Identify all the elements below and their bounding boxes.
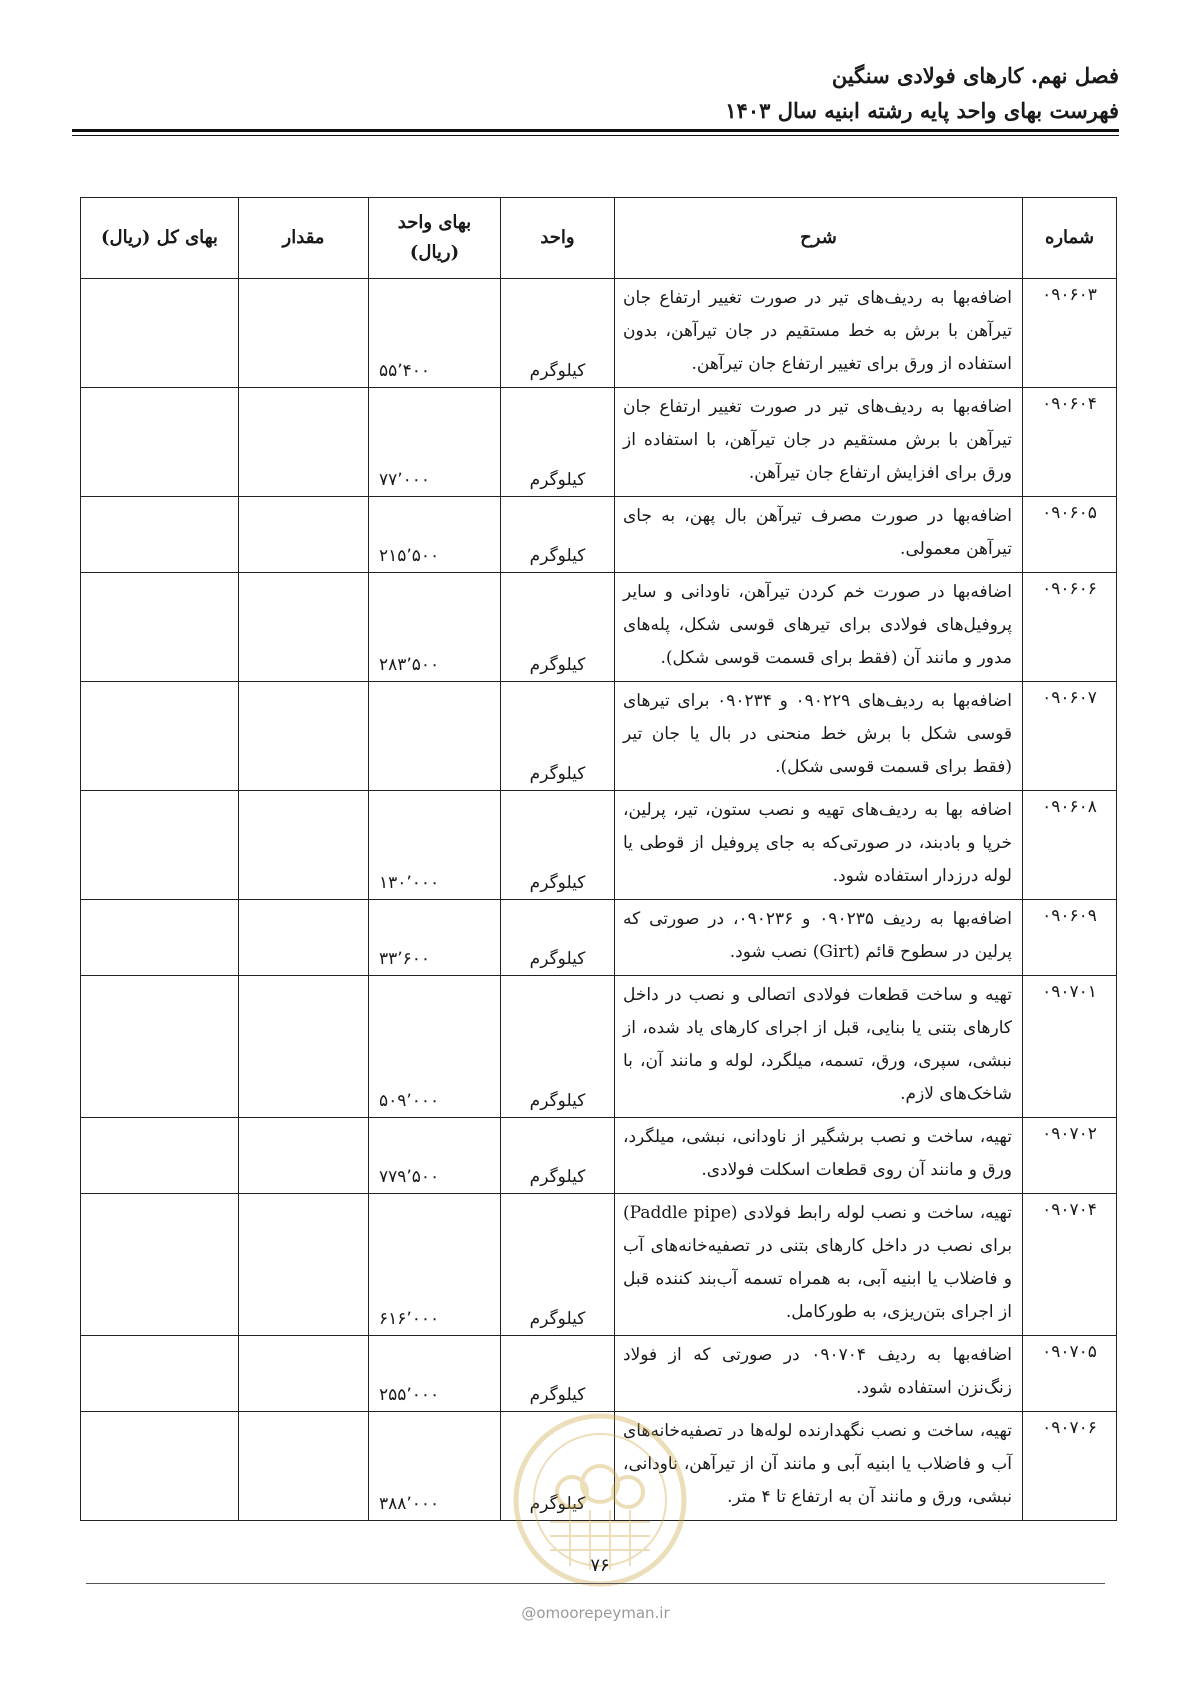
row-unit: کیلوگرم xyxy=(501,1336,615,1412)
row-unit: کیلوگرم xyxy=(501,1194,615,1336)
row-unit: کیلوگرم xyxy=(501,976,615,1118)
row-unit-price: ۷۷۹٬۵۰۰ xyxy=(369,1118,501,1194)
row-number: ۰۹۰۶۰۴ xyxy=(1023,388,1117,497)
row-unit: کیلوگرم xyxy=(501,573,615,682)
row-quantity xyxy=(239,388,369,497)
table-row xyxy=(81,682,1117,791)
chapter-title: فصل نهم. کارهای فولادی سنگین xyxy=(831,63,1119,88)
table-row xyxy=(81,279,1117,388)
row-description: تهیه، ساخت و نصب لوله رابط فولادی (Paddle pipe) برای نصب در داخل کارهای بتنی در تصفیه‌خانه‌های آب و فاضلاب یا ابنیه آبی، به همراه تسمه آب‌بند کننده قبل از اجرای بتن‌ریزی، به طورکامل. xyxy=(615,1194,1023,1336)
row-number: ۰۹۰۷۰۶ xyxy=(1023,1412,1117,1521)
row-quantity xyxy=(239,1194,369,1336)
table-row xyxy=(81,900,1117,976)
table-row xyxy=(81,1412,1117,1521)
row-total xyxy=(81,388,239,497)
row-unit: کیلوگرم xyxy=(501,682,615,791)
header-unit-price-currency: (ریال) xyxy=(409,242,460,263)
watermark-text: @omoorepeyman.ir xyxy=(521,1604,670,1622)
row-total xyxy=(81,279,239,388)
row-quantity xyxy=(239,976,369,1118)
row-unit-price: ۳۳٬۶۰۰ xyxy=(369,900,501,976)
row-description: اضافه‌بها به ردیف‌های ۰۹۰۲۲۹ و ۰۹۰۲۳۴ برای تیرهای قوسی شکل با برش خط منحنی در بال یا جان تیر (فقط برای قسمت قوسی شکل). xyxy=(615,682,1023,791)
footer-rule xyxy=(86,1583,1105,1584)
row-total xyxy=(81,497,239,573)
row-total xyxy=(81,1118,239,1194)
row-unit-price: ۵۰۹٬۰۰۰ xyxy=(369,976,501,1118)
row-total xyxy=(81,791,239,900)
table-row xyxy=(81,497,1117,573)
row-number: ۰۹۰۶۰۸ xyxy=(1023,791,1117,900)
row-description: اضافه‌بها به ردیف‌های تیر در صورت تغییر ارتفاع جان تیرآهن با برش به خط مستقیم در جان تیرآهن، بدون استفاده از ورق برای تغییر ارتفاع جان تیرآهن. xyxy=(615,279,1023,388)
row-unit-price: ۶۱۶٬۰۰۰ xyxy=(369,1194,501,1336)
table-row xyxy=(81,388,1117,497)
table-row xyxy=(81,573,1117,682)
row-unit: کیلوگرم xyxy=(501,1118,615,1194)
row-quantity xyxy=(239,573,369,682)
row-quantity xyxy=(239,682,369,791)
row-quantity xyxy=(239,791,369,900)
row-total xyxy=(81,1412,239,1521)
header-rule-thick xyxy=(72,129,1119,132)
table-row xyxy=(81,1336,1117,1412)
header-unit-price-label: بهای واحد xyxy=(397,212,472,233)
header-quantity: مقدار xyxy=(239,198,369,279)
header-unit: واحد xyxy=(501,198,615,279)
table-row xyxy=(81,791,1117,900)
page-header xyxy=(725,58,1119,128)
row-total xyxy=(81,976,239,1118)
row-description: اضافه‌بها در صورت خم کردن تیرآهن، ناودانی و سایر پروفیل‌های فولادی برای تیرهای قوسی شکل، پله‌های مدور و مانند آن (فقط برای قسمت قوسی شکل). xyxy=(615,573,1023,682)
table-header-row xyxy=(81,198,1117,279)
row-number: ۰۹۰۶۰۷ xyxy=(1023,682,1117,791)
row-description: تهیه، ساخت و نصب نگهدارنده لوله‌ها در تصفیه‌خانه‌های آب و فاضلاب یا ابنیه آبی و مانند آن از تیرآهن، ناودانی، نبشی، ورق و مانند آن به ارتفاع تا ۴ متر. xyxy=(615,1412,1023,1521)
table-row xyxy=(81,1194,1117,1336)
row-unit-price: ۵۵٬۴۰۰ xyxy=(369,279,501,388)
row-unit-price: ۳۸۸٬۰۰۰ xyxy=(369,1412,501,1521)
row-unit-price: ۷۷٬۰۰۰ xyxy=(369,388,501,497)
header-description: شرح xyxy=(615,198,1023,279)
row-number: ۰۹۰۷۰۵ xyxy=(1023,1336,1117,1412)
row-total xyxy=(81,573,239,682)
table-row xyxy=(81,976,1117,1118)
row-description: اضافه‌بها به ردیف‌های تیر در صورت تغییر ارتفاع جان تیرآهن با برش مستقیم در جان تیرآهن، با استفاده از ورق برای افزایش ارتفاع جان تیرآهن. xyxy=(615,388,1023,497)
row-description: اضافه بها به ردیف‌های تهیه و نصب ستون، تیر، پرلین، خرپا و بادبند، در صورتی‌که به جای پروفیل از قوطی یا لوله درزدار استفاده شود. xyxy=(615,791,1023,900)
row-description: اضافه‌بها به ردیف ۰۹۰۷۰۴ در صورتی که از فولاد زنگ‌نزن استفاده شود. xyxy=(615,1336,1023,1412)
row-number: ۰۹۰۶۰۶ xyxy=(1023,573,1117,682)
header-number: شماره xyxy=(1023,198,1117,279)
row-unit-price xyxy=(369,682,501,791)
price-table xyxy=(80,197,1117,1521)
row-number: ۰۹۰۶۰۵ xyxy=(1023,497,1117,573)
row-unit: کیلوگرم xyxy=(501,1412,615,1521)
row-number: ۰۹۰۶۰۹ xyxy=(1023,900,1117,976)
row-unit: کیلوگرم xyxy=(501,900,615,976)
row-number: ۰۹۰۷۰۴ xyxy=(1023,1194,1117,1336)
price-list-title: فهرست بهای واحد پایه رشته ابنیه سال ۱۴۰۳ xyxy=(725,98,1119,123)
row-quantity xyxy=(239,279,369,388)
row-quantity xyxy=(239,1412,369,1521)
header-total: بهای کل (ریال) xyxy=(81,198,239,279)
row-description: اضافه‌بها در صورت مصرف تیرآهن بال پهن، به جای تیرآهن معمولی. xyxy=(615,497,1023,573)
row-number: ۰۹۰۶۰۳ xyxy=(1023,279,1117,388)
row-description: اضافه‌بها به ردیف ۰۹۰۲۳۵ و ۰۹۰۲۳۶، در صورتی که پرلین در سطوح قائم (Girt) نصب شود. xyxy=(615,900,1023,976)
table-row xyxy=(81,1118,1117,1194)
header-rule-thin xyxy=(72,135,1119,136)
row-total xyxy=(81,1336,239,1412)
row-quantity xyxy=(239,900,369,976)
row-number: ۰۹۰۷۰۱ xyxy=(1023,976,1117,1118)
page-number: ۷۶ xyxy=(590,1555,610,1576)
row-unit-price: ۲۵۵٬۰۰۰ xyxy=(369,1336,501,1412)
row-quantity xyxy=(239,497,369,573)
row-number: ۰۹۰۷۰۲ xyxy=(1023,1118,1117,1194)
row-unit: کیلوگرم xyxy=(501,388,615,497)
row-total xyxy=(81,1194,239,1336)
row-unit-price: ۲۱۵٬۵۰۰ xyxy=(369,497,501,573)
row-unit: کیلوگرم xyxy=(501,791,615,900)
row-unit-price: ۱۳۰٬۰۰۰ xyxy=(369,791,501,900)
row-unit-price: ۲۸۳٬۵۰۰ xyxy=(369,573,501,682)
row-quantity xyxy=(239,1336,369,1412)
row-unit: کیلوگرم xyxy=(501,497,615,573)
row-quantity xyxy=(239,1118,369,1194)
row-total xyxy=(81,682,239,791)
row-total xyxy=(81,900,239,976)
row-description: تهیه و ساخت قطعات فولادی اتصالی و نصب در داخل کارهای بتنی یا بنایی، قبل از اجرای کارهای یاد شده، از نبشی، سپری، ورق، تسمه، میلگرد، لوله و مانند آن، با شاخک‌های لازم. xyxy=(615,976,1023,1118)
row-description: تهیه، ساخت و نصب برشگیر از ناودانی، نبشی، میلگرد، ورق و مانند آن روی قطعات اسکلت فولادی. xyxy=(615,1118,1023,1194)
header-unit-price xyxy=(369,198,501,279)
row-unit: کیلوگرم xyxy=(501,279,615,388)
